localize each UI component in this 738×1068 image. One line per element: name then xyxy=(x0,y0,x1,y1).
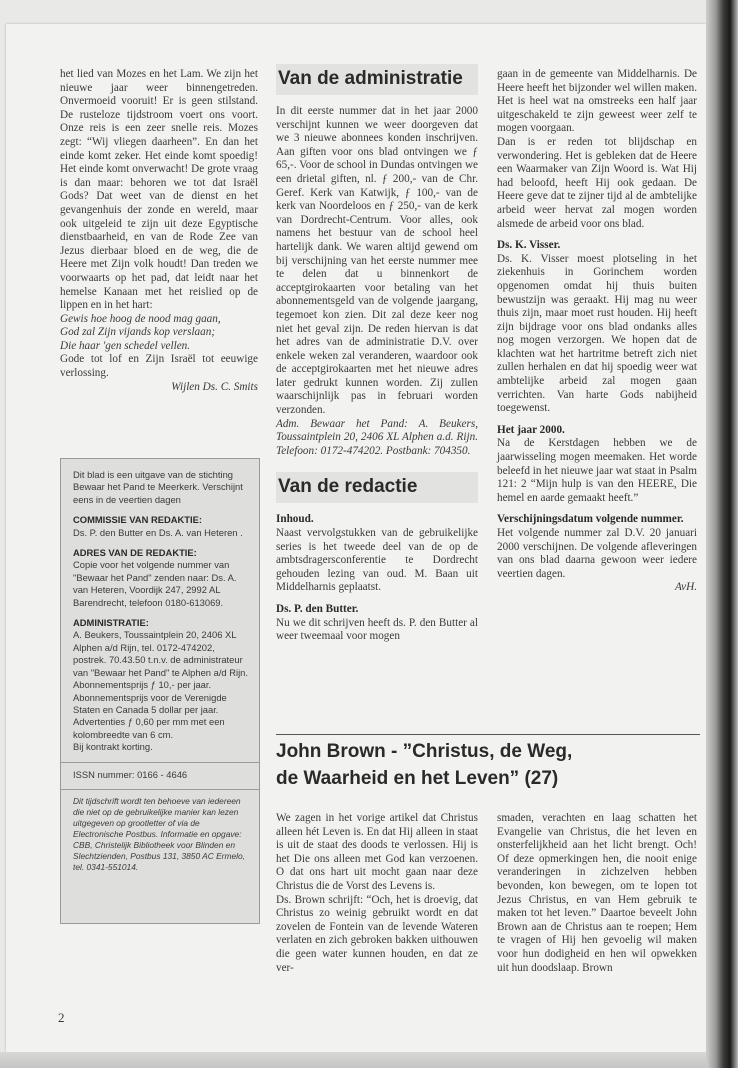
issn-number: ISSN nummer: 0166 - 4646 xyxy=(73,768,188,780)
editorial-text: Dan is er reden tot blijdschap en verwondering. Het is gebleken dat de Heere een Waarmaker van Zijn Woord is. Wat Hij had beloofd, heeft Hij ook gedaan. De Heere geve dat te zijner tijd al de ambtelijke arbeid weer hervat zal mogen worden alsmede de arbeid voor ons blad. xyxy=(497,135,697,230)
article-title xyxy=(276,738,700,792)
meditation-signature: Wijlen Ds. C. Smits xyxy=(171,380,258,393)
adres-text: Copie voor het volgende nummer van "Bewaar het Pand" zenden naar: Ds. A. van Heteren, Voordijk 247, 2992 AL Barendrecht, telefoon 0180-613069. xyxy=(73,559,237,608)
advertenties-text: Advertenties ƒ 0,60 per mm met een kolombreedte van 6 cm. xyxy=(73,716,225,740)
article-text: We zagen in het vorige artikel dat Christus alleen hét Leven is. En dat Hij alleen in staat is uit de staat des doods te verlossen. Hij is het Die ons alleen met God kan verzoenen. O dat ons hart uit mocht gaan naar deze Christus die de Vorst des Levens is. xyxy=(276,812,478,892)
section-header xyxy=(276,472,478,503)
verse-line: Gewis hoe hoog de nood mag gaan, xyxy=(60,312,221,325)
butter-heading: Ds. P. den Butter. xyxy=(276,603,359,615)
jaar-text: Na de Kerstdagen hebben we de jaarwisseling mogen meemaken. Het worde beleefd in het nieuwe jaar wat staat in Psalm 121: 2 “Mijn hulp is van den HEERE, Die hemel en aarde gemaakt heeft.” xyxy=(497,437,697,504)
book-spine xyxy=(706,0,738,1068)
editorial-text: gaan in de gemeente van Middelharnis. De Heere heeft het bijzonder wel willen maken. Het is heel wat na omstreeks een half jaar uitgeschakeld te zijn geweest weer zelf te mogen voorgaan. xyxy=(497,68,697,135)
inhoud-text: Naast vervolgstukken van de gebruikelijke series is het tweede deel van de op de ambtsdragersconferentie te Dordrecht gehouden lezing van oud. M. Baan uit Middelharnis geplaatst. xyxy=(276,527,478,594)
colophon-footer: Dit tijdschrift wordt ten behoeve van iedereen die niet op de gebruikelijke manier kan lezen uitgegeven op grootletter of via de Electronische Postbus. Informatie en opgave: CBB, Christelijk Bibliotheek voor Blinden en Slechtzienden, Postbus 131, 3850 AC Ermelo, tel. 0341-551014. xyxy=(73,795,245,872)
korting-text: Bij kontrakt korting. xyxy=(73,741,153,753)
visser-text: Ds. K. Visser moest plotseling in het ziekenhuis in Gorinchem worden opgenomen omdat hij thuis buiten bewustzijn was geraakt. Hij mag nu weer thuis zijn, maar moet rust houden. Hij heeft zijn bijdrage voor ons blad ondanks alles nog mogen verzorgen. We hopen dat de klachten wat het hartritme betreft zich niet zullen herhalen en dat hij spoedig weer wat ambtelijke arbeid zal mogen gaan verrichten. Van harte Gods nabijheid toegewenst. xyxy=(497,252,697,415)
admin-text: In dit eerste nummer dat in het jaar 2000 verschijnt kunnen we weer doorgeven dat we 3 nieuwe abonnees konden inschrijven. Aan giften voor ons blad ontvingen we ƒ 65,-. Voor de school in Dundas ontvingen we een drietal giften, nl. ƒ 200,- van de Chr. Geref. Kerk van Katwijk, ƒ 100,- van de kerk van Noordeloos en ƒ 250,- van de kerk van Dordrecht-Centrum. Voor alles, ook namens het bestuur van de school heel hartelijk dank. We waren altijd gewend om bij verschijning van het eerste nummer mee te delen dat u binnenkort de acceptgirokaarten voor betaling van het abonnementsgeld van de volgende jaargang, tegemoet kon zien. Dit zal deze keer nog niet het geval zijn. De reden hiervan is dat het adres van de administratie D.V. over enkele weken zal veranderen, waardoor ook de acceptgirokaarten met het nieuwe adres later gedrukt kunnen worden. Zij zullen waarschijnlijk pas in februari worden verzonden. xyxy=(276,105,478,417)
datum-text: Het volgende nummer zal D.V. 20 januari 2000 verschijnen. De volgende afleveringen van ons blad daarna gewoon weer iedere veertien dagen. xyxy=(497,527,697,580)
commissie-text: Ds. P. den Butter en Ds. A. van Heteren . xyxy=(73,526,243,538)
page-number: 2 xyxy=(58,1010,65,1025)
inhoud-heading: Inhoud. xyxy=(276,513,314,526)
verse-line: Die haar 'gen schedel vellen. xyxy=(60,339,191,352)
redactie-section-title: Van de redactie xyxy=(278,476,418,498)
admin-section-title: Van de administratie xyxy=(278,68,463,89)
admin-address: Adm. Bewaar het Pand: A. Beukers, Toussaintplein 20, 2406 XL Alphen a.d. Rijn. Telefoon: 0172-474202. Postbank: 704350. xyxy=(276,417,478,457)
datum-heading: Verschijningsdatum volgende nummer. xyxy=(497,513,684,526)
article-divider xyxy=(276,734,700,735)
administratie-text: A. Beukers, Toussaintplein 20, 2406 XL Alphen a/d Rijn, tel. 0172-474202, postrek. 70.43.50 t.n.v. de administrateur van "Bewaar het Pand" te Alphen a/d Rijn. xyxy=(73,629,248,678)
verse-line: God zal Zijn vijands kop verslaan; xyxy=(60,326,216,339)
section-header xyxy=(276,64,478,95)
meditation-closing: Gode tot lof en Zijn Israël tot eeuwige verlossing. xyxy=(60,353,258,380)
article-column-right xyxy=(497,812,697,975)
abonnement-price: Abonnementsprijs ƒ 10,- per jaar. xyxy=(73,679,212,691)
meditation-paragraph: het lied van Mozes en het Lam. We zijn het nieuwe jaar weer binnengetreden. Onvermoeid vooruit! Er is geen stilstand. De rusteloze tijdstroom voert ons voort. Onze reis is een zeer snelle reis. Mozes zegt: “Wij vliegen daarheen”. En dan het einde komt zeker. Het einde komt spoedig! Het einde komt onverwacht! De grote vraag is dan maar: behoren we tot dat Israël Gods? Dat weet van de dienst en het gevangenhuis der zonde en wereld, maar ook uitgeleid te zijn uit deze Egyptische dienstbaarheid, en van de Rode Zee van Jezus dierbaar bloed en de weg, die de Heere met Zijn volk houdt! Dan treden we voorwaarts op het pad, dat leidt naar het hemelse Kanaan met het reislied op de lippen en in het hart: xyxy=(60,68,258,312)
column-editorial-continued xyxy=(497,68,697,595)
adres-heading: ADRES VAN DE REDAKTIE: xyxy=(73,547,197,559)
article-title-line: de Waarheid en het Leven” (27) xyxy=(276,768,559,789)
butter-text: Nu we dit schrijven heeft ds. P. den Butter al weer tweemaal voor mogen xyxy=(276,616,478,643)
article-text: smaden, verachten en laag schatten het Evangelie van Christus, die het leven en onsterfelijkheid aan het licht brengt. Och! Of deze opmerkingen hen, die nooit enige veranderingen in zichzelven hebben bevonden, kon bewegen, om te lopen tot Jezus Christus, en van Hem gebruik te maken tot het leven.” Daartoe beveelt John Brown aan de Christus aan te roepen; Hem te vragen of Hij hen gevoelig wil maken voor hun dodigheid en hen wil opwekken uit hun doodslaap. Brown xyxy=(497,812,697,974)
article-text: Ds. Brown schrijft: “Och, het is droevig, dat Christus zo weinig gebruikt wordt en dat zovelen de Fontein van de levende Wateren verlaten en zich gebroken bakken uithouwen die geen water kunnen houden, en dat ze ver- xyxy=(276,893,478,974)
administratie-heading: ADMINISTRATIE: xyxy=(73,617,149,629)
divider xyxy=(61,789,259,790)
colophon-box xyxy=(60,458,260,924)
bottom-shade xyxy=(0,1052,706,1068)
colophon-intro: Dit blad is een uitgave van de stichting Bewaar het Pand te Meerkerk. Verschijnt eens in de veertien dagen xyxy=(73,469,243,505)
commissie-heading: COMMISSIE VAN REDAKTIE: xyxy=(73,514,202,526)
visser-heading: Ds. K. Visser. xyxy=(497,239,561,252)
article-column-left xyxy=(276,812,478,975)
jaar-heading: Het jaar 2000. xyxy=(497,423,565,436)
column-administration xyxy=(276,64,478,644)
article-title-line: John Brown - ”Christus, de Weg, xyxy=(276,741,573,762)
editor-initials: AvH. xyxy=(674,581,697,594)
abonnement-price-foreign: Abonnementsprijs voor de Verenigde Staten en Canada 5 dollar per jaar. xyxy=(73,691,227,715)
divider xyxy=(61,762,259,763)
column-meditation xyxy=(60,68,258,394)
